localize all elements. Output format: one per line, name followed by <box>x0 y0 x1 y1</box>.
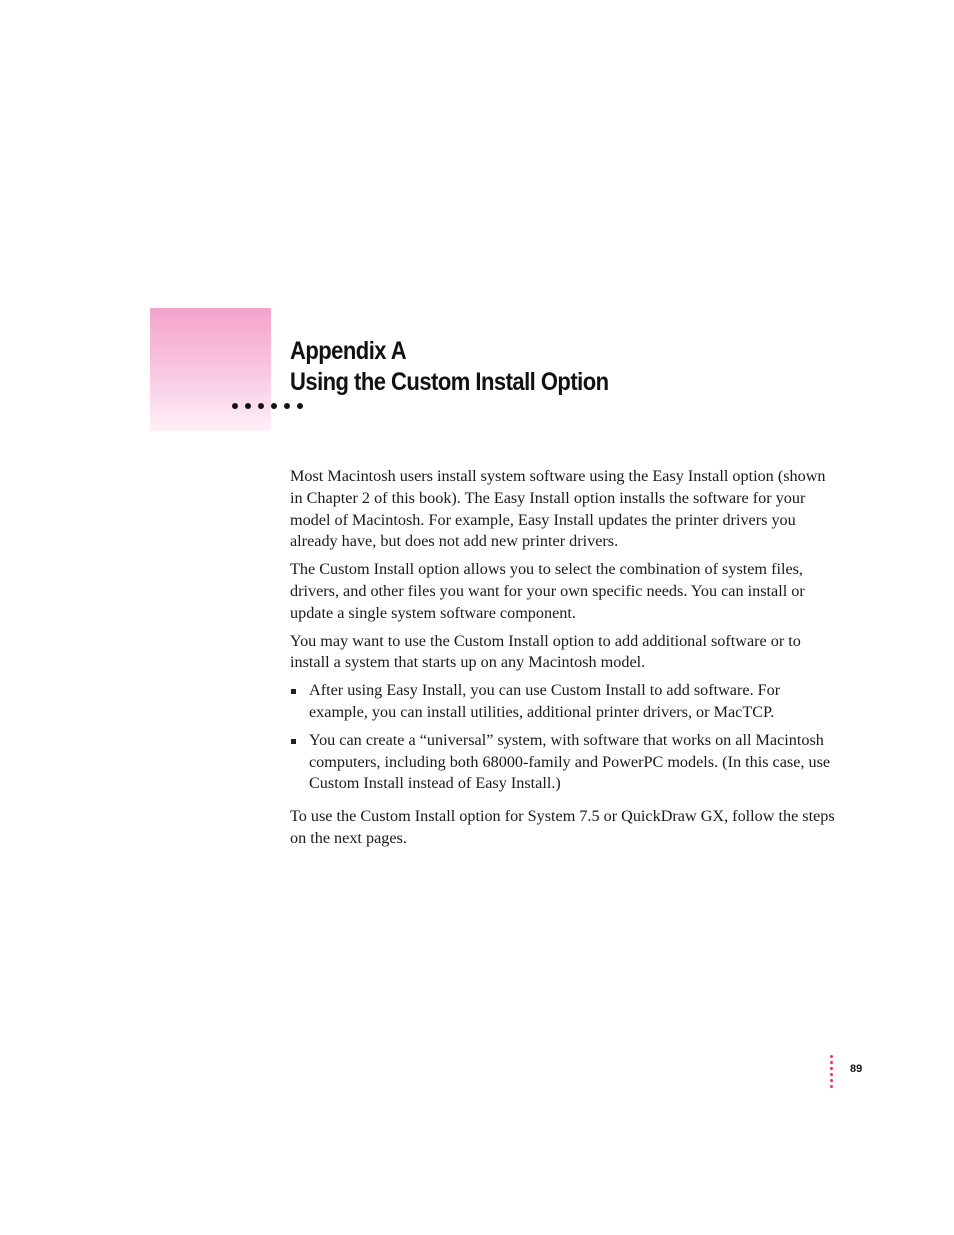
paragraph: The Custom Install option allows you to select the combination of system files, drivers, and other files you want for your own specific needs. You can install or update a single system software component. <box>290 560 805 622</box>
paragraph: You may want to use the Custom Install option to add additional software or to install a system that starts up on any Macintosh model. <box>290 631 801 672</box>
paragraph: Most Macintosh users install system software using the Easy Install option (shown in Chapter 2 of this book). The Easy Install option installs the software for your model of Macintosh. For example, Easy Install updates the printer drivers you already have, but does not add new printer drivers. <box>290 467 826 551</box>
folio-dot-column <box>830 1055 833 1088</box>
appendix-title: Using the Custom Install Option <box>290 368 609 396</box>
page-number: 89 <box>850 1063 863 1075</box>
list-item <box>290 730 835 795</box>
title-dot-leader <box>232 403 303 409</box>
list-item-text: After using Easy Install, you can use Custom Install to add software. For example, you can install utilities, additional printer drivers, or MacTCP. <box>309 681 781 721</box>
body-text <box>290 466 835 856</box>
list-item-text: You can create a “universal” system, with software that works on all Macintosh computers, including both 68000-family and PowerPC models. (In this case, use Custom Install instead of Easy Install.) <box>309 730 831 793</box>
list-item <box>290 680 835 724</box>
square-bullet-icon <box>291 689 296 694</box>
page-title <box>290 336 609 398</box>
closing-paragraph: To use the Custom Install option for System 7.5 or QuickDraw GX, follow the steps on the next pages. <box>290 807 835 847</box>
appendix-label: Appendix A <box>290 337 407 365</box>
chapter-tab-block <box>150 308 271 431</box>
square-bullet-icon <box>291 739 296 744</box>
bullet-list <box>290 680 835 795</box>
